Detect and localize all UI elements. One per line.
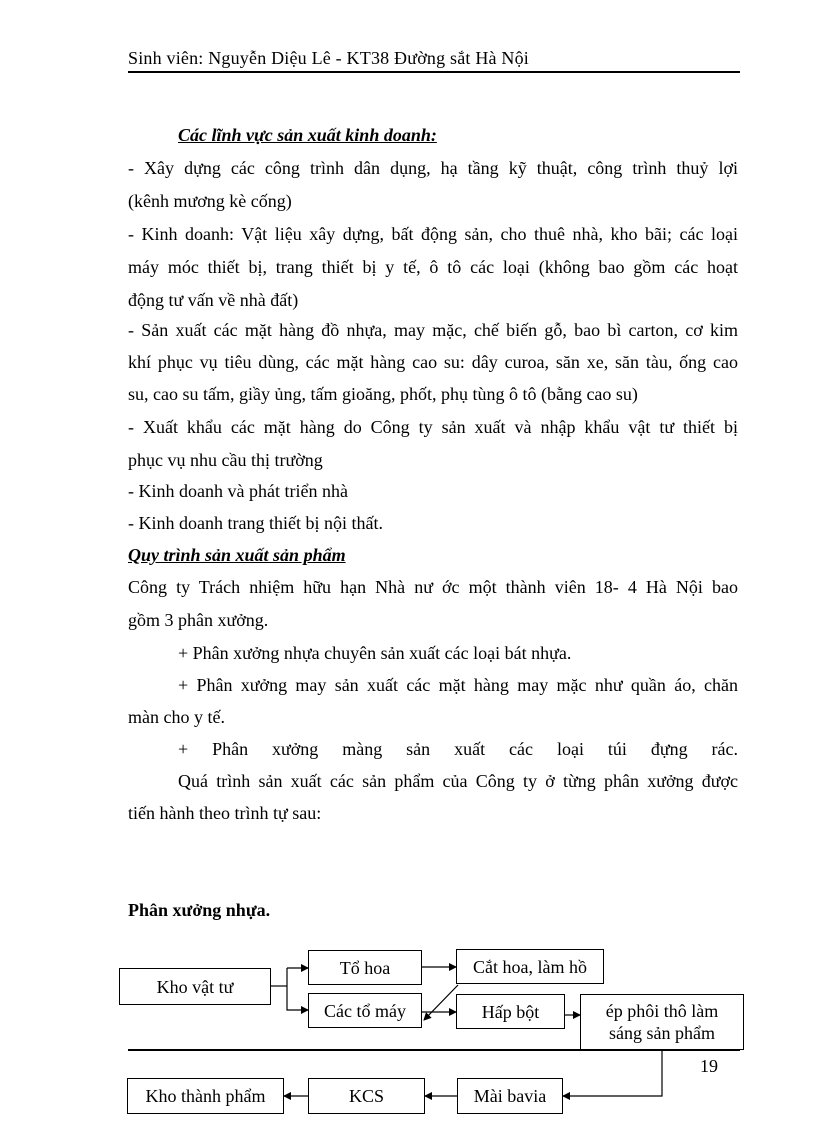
business-line: máy móc thiết bị, trang thiết bị y tế, ô tô các loại (không bao gồm các hoạt — [128, 257, 738, 277]
business-line: - Sản xuất các mặt hàng đồ nhựa, may mặc, chế biến gỗ, bao bì carton, cơ kim — [128, 320, 738, 340]
box-cac-to-may: Các tổ máy — [308, 993, 422, 1028]
connector-cac-to-may — [287, 986, 308, 1010]
box-to-hoa: Tổ hoa — [308, 950, 422, 985]
business-line: (kênh mương kè cống) — [128, 191, 292, 211]
business-line: - Kinh doanh và phát triển nhà — [128, 481, 348, 501]
business-line: - Kinh doanh: Vật liệu xây dựng, bất động sản, cho thuê nhà, kho bãi; các loại — [128, 224, 738, 244]
connector-ep-phoi-mai-bavia — [563, 1050, 662, 1096]
box-kcs: KCS — [308, 1078, 425, 1114]
business-line: - Kinh doanh trang thiết bị nội thất. — [128, 513, 383, 533]
business-line: phục vụ nhu cầu thị trường — [128, 450, 323, 470]
page-header: Sinh viên: Nguyễn Diệu Lê - KT38 Đường sắt Hà Nội — [128, 48, 530, 68]
process-line: tiến hành theo trình tự sau: — [128, 803, 322, 823]
process-line: màn cho y tế. — [128, 707, 225, 727]
process-line: Công ty Trách nhiệm hữu hạn Nhà nư ớc một thành viên 18- 4 Hà Nội bao — [128, 577, 738, 597]
business-line: - Xuất khẩu các mặt hàng do Công ty sản xuất và nhập khẩu vật tư thiết bị — [128, 417, 738, 437]
diagram-title: Phân xưởng nhựa. — [128, 900, 271, 920]
process-line: + Phân xưởng màng sản xuất các loại túi đựng rác. — [178, 739, 738, 759]
business-line: - Xây dựng các công trình dân dụng, hạ tầng kỹ thuật, công trình thuỷ lợi — [128, 158, 738, 178]
process-title-text: Quy trình sản xuất sản phẩm — [128, 545, 346, 565]
box-kho-thanh-pham: Kho thành phẩm — [127, 1078, 284, 1114]
process-line: Quá trình sản xuất các sản phẩm của Công ty ở từng phân xưởng được — [178, 771, 738, 791]
box-kho-vat-tu: Kho vật tư — [119, 968, 271, 1005]
process-line: + Phân xưởng may sản xuất các mặt hàng may mặc như quần áo, chăn — [178, 675, 738, 695]
business-line: su, cao su tấm, giầy ủng, tấm gioăng, phốt, phụ tùng ô tô (bằng cao su) — [128, 384, 638, 404]
box-cat-hoa: Cắt hoa, làm hồ — [456, 949, 604, 984]
box-ep-phoi: ép phôi thô làm sáng sản phẩm — [580, 994, 744, 1050]
business-line: động tư vấn về nhà đất) — [128, 290, 299, 310]
connector-to-hoa — [287, 968, 308, 986]
business-title-text: Các lĩnh vực sản xuất kinh doanh: — [178, 125, 437, 145]
box-mai-bavia: Mài bavia — [457, 1078, 563, 1114]
business-line: khí phục vụ tiêu dùng, các mặt hàng cao su: dây curoa, săn xe, săn tàu, ống cao — [128, 352, 738, 372]
page-number: 19 — [700, 1056, 718, 1076]
process-line: + Phân xưởng nhựa chuyên sản xuất các loại bát nhựa. — [178, 643, 572, 663]
connector-cat-hoa-cac-to-may — [424, 985, 458, 1020]
box-hap-bot: Hấp bột — [456, 994, 565, 1029]
process-line: gồm 3 phân xưởng. — [128, 610, 269, 630]
footer-divider — [128, 1049, 740, 1051]
